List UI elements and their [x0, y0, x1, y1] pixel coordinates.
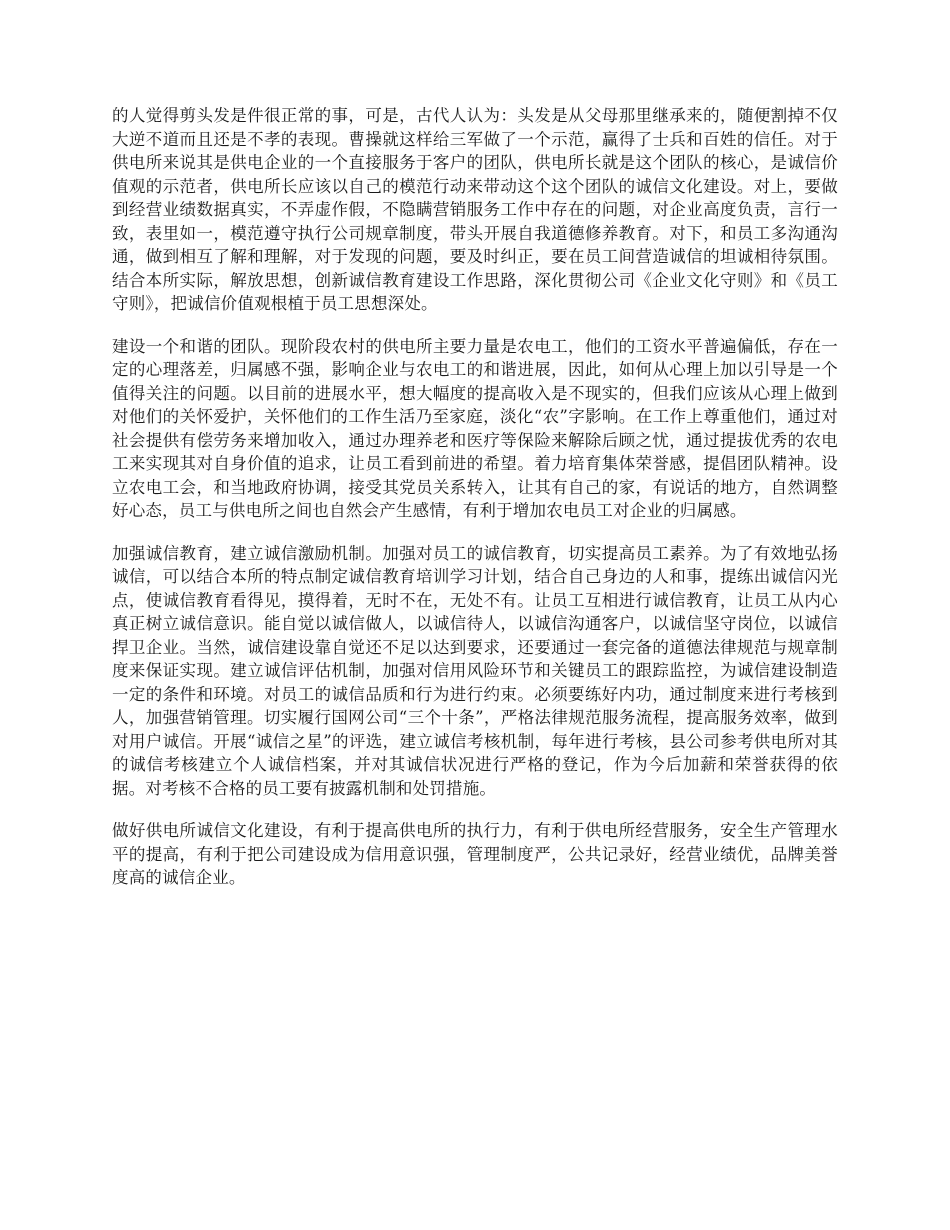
paragraph-3: 加强诚信教育，建立诚信激励机制。加强对员工的诚信教育，切实提高员工素养。为了有效地弘扬诚信，可以结合本所的特点制定诚信教育培训学习计划，结合自己身边的人和事，提练出诚信闪光点，使诚信教育看得见，摸得着，无时不在，无处不有。让员工互相进行诚信教育，让员工从内心真正树立诚信意识。能自觉以诚信做人，以诚信待人，以诚信沟通客户，以诚信坚守岗位，以诚信捍卫企业。当然，诚信建设靠自觉还不足以达到要求，还要通过一套完备的道德法律规范与规章制度来保证实现。建立诚信评估机制，加强对信用风险环节和关键员工的跟踪监控，为诚信建设制造一定的条件和环境。对员工的诚信品质和行为进行约束。必须要练好内功，通过制度来进行考核到人，加强营销管理。切实履行国网公司“三个十条”，严格法律规范服务流程，提高服务效率，做到对用户诚信。开展“诚信之星”的评选，建立诚信考核机制，每年进行考核，县公司参考供电所对其的诚信考核建立个人诚信档案，并对其诚信状况进行严格的登记，作为今后加薪和荣誉获得的依据。对考核不合格的员工要有披露机制和处罚措施。 — [112, 543, 838, 798]
paragraph-4: 做好供电所诚信文化建设，有利于提高供电所的执行力，有利于供电所经营服务，安全生产管理水平的提高，有利于把公司建设成为信用意识强，管理制度严，公共记录好，经营业绩优，品牌美誉度高的诚信企业。 — [112, 821, 838, 887]
paragraph-2: 建设一个和谐的团队。现阶段农村的供电所主要力量是农电工，他们的工资水平普遍偏低，存在一定的心理落差，归属感不强，影响企业与农电工的和谐进展，因此，如何从心理上加以引导是一个值得关注的问题。以目前的进展水平，想大幅度的提高收入是不现实的，但我们应该从心理上做到对他们的关怀爱护，关怀他们的工作生活乃至家庭，淡化“农”字影响。在工作上尊重他们，通过对社会提供有偿劳务来增加收入，通过办理养老和医疗等保险来解除后顾之忧，通过提拔优秀的农电工来实现其对自身价值的追求，让员工看到前进的希望。着力培育集体荣誉感，提倡团队精神。设立农电工会，和当地政府协调，接受其党员关系转入，让其有自己的家，有说话的地方，自然调整好心态，员工与供电所之间也自然会产生感情，有利于增加农电员工对企业的归属感。 — [112, 336, 838, 520]
document-body — [112, 104, 838, 909]
paragraph-1: 的人觉得剪头发是件很正常的事，可是，古代人认为：头发是从父母那里继承来的，随便割掉不仅大逆不道而且还是不孝的表现。曹操就这样给三军做了一个示范，赢得了士兵和百姓的信任。对于供电所来说其是供电企业的一个直接服务于客户的团队，供电所长就是这个团队的核心，是诚信价值观的示范者，供电所长应该以自己的模范行动来带动这个这个团队的诚信文化建设。对上，要做到经营业绩数据真实，不弄虚作假，不隐瞒营销服务工作中存在的问题，对企业高度负责，言行一致，表里如一，模范遵守执行公司规章制度，带头开展自我道德修养教育。对下，和员工多沟通沟通，做到相互了解和理解，对于发现的问题，要及时纠正，要在员工间营造诚信的坦诚相待氛围。结合本所实际，解放思想，创新诚信教育建设工作思路，深化贯彻公司《企业文化守则》和《员工守则》，把诚信价值观根植于员工思想深处。 — [112, 106, 838, 313]
